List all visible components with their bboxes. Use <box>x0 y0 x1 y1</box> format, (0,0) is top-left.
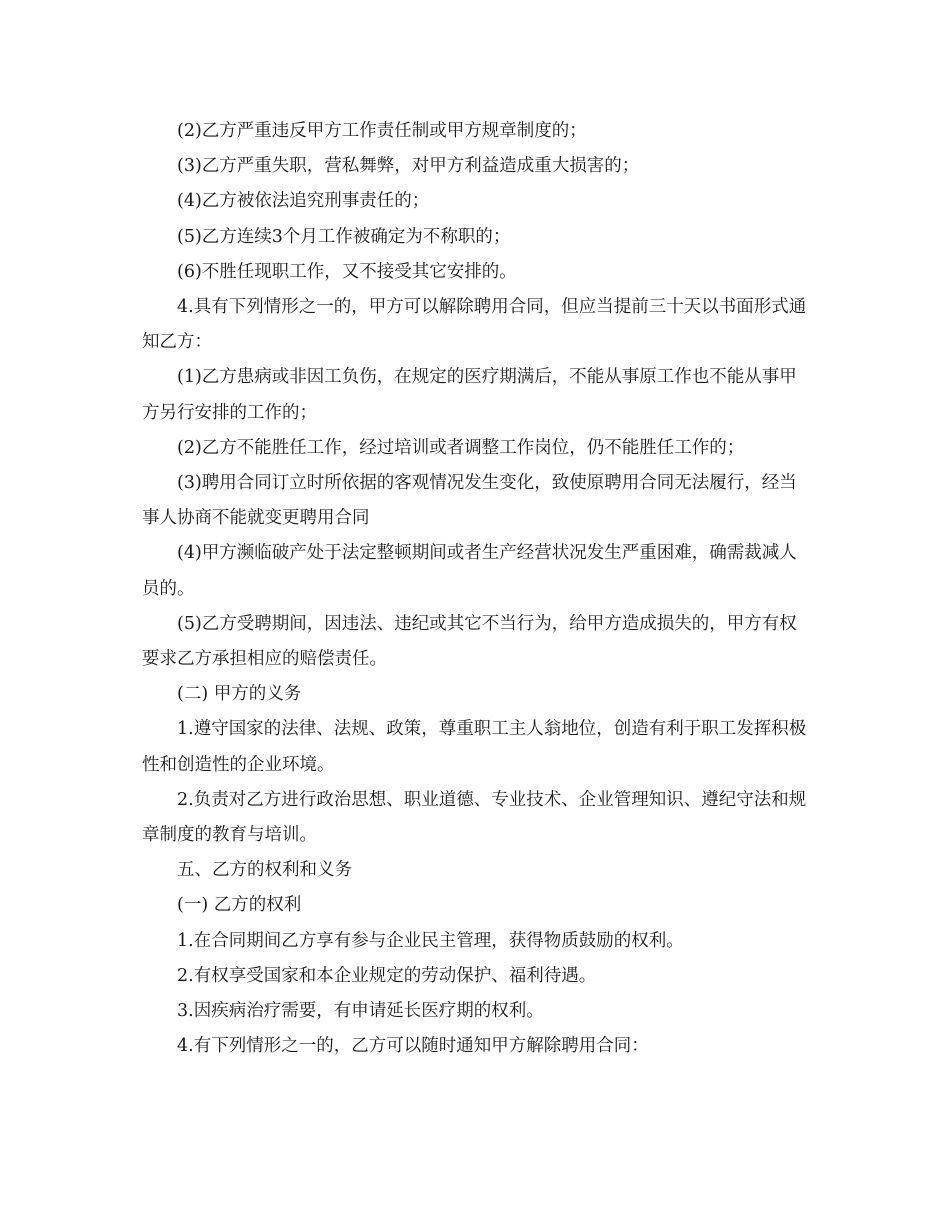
clause-paragraph: 2.负责对乙方进行政治思想、职业道德、专业技术、企业管理知识、遵纪守法和规章制度的教育与培训。 <box>142 789 807 846</box>
clause-paragraph: (4)乙方被依法追究刑事责任的； <box>177 191 430 212</box>
clause-paragraph: 3.因疾病治疗需要，有申请延长医疗期的权利。 <box>177 1001 544 1022</box>
clause-paragraph: 2.有权享受国家和本企业规定的劳动保护、福利待遇。 <box>177 965 597 986</box>
clause-paragraph: (3)聘用合同订立时所依据的客观情况发生变化，致使原聘用合同无法履行，经当事人协商不能就变更聘用合同 <box>142 473 797 529</box>
clause-paragraph: (3)乙方严重失职，营私舞弊，对甲方利益造成重大损害的； <box>177 156 640 177</box>
section-heading: 五、乙方的权利和义务 <box>177 860 352 881</box>
clause-paragraph: 1.在合同期间乙方享有参与企业民主管理，获得物质鼓励的权利。 <box>177 930 684 951</box>
clause-paragraph: (2)乙方不能胜任工作，经过培训或者调整工作岗位，仍不能胜任工作的； <box>177 437 745 458</box>
clause-paragraph: (5)乙方受聘期间，因违法、违纪或其它不当行为，给甲方造成损失的，甲方有权要求乙方承担相应的赔偿责任。 <box>142 613 797 670</box>
clause-paragraph: (1)乙方患病或非因工负伤，在规定的医疗期满后，不能从事原工作也不能从事甲方另行安排的工作的； <box>142 367 797 423</box>
document-body <box>142 114 810 1064</box>
clause-paragraph: 1.遵守国家的法律、法规、政策，尊重职工主人翁地位，创造有利于职工发挥积极性和创造性的企业环境。 <box>142 719 807 775</box>
clause-paragraph: 4.具有下列情形之一的，甲方可以解除聘用合同，但应当提前三十天以书面形式通知乙方： <box>142 297 807 353</box>
clause-paragraph: (2)乙方严重违反甲方工作责任制或甲方规章制度的； <box>177 121 587 141</box>
clause-paragraph: (4)甲方濒临破产处于法定整顿期间或者生产经营状况发生严重困难，确需裁减人员的。 <box>142 543 797 599</box>
section-heading: (一) 乙方的权利 <box>177 895 302 916</box>
section-heading: (二) 甲方的义务 <box>177 684 302 705</box>
clause-paragraph: (6)不胜任现职工作，又不接受其它安排的。 <box>177 261 517 282</box>
clause-paragraph: (5)乙方连续3个月工作被确定为不称职的； <box>177 226 511 247</box>
clause-paragraph: 4.有下列情形之一的，乙方可以随时通知甲方解除聘用合同： <box>177 1036 649 1057</box>
